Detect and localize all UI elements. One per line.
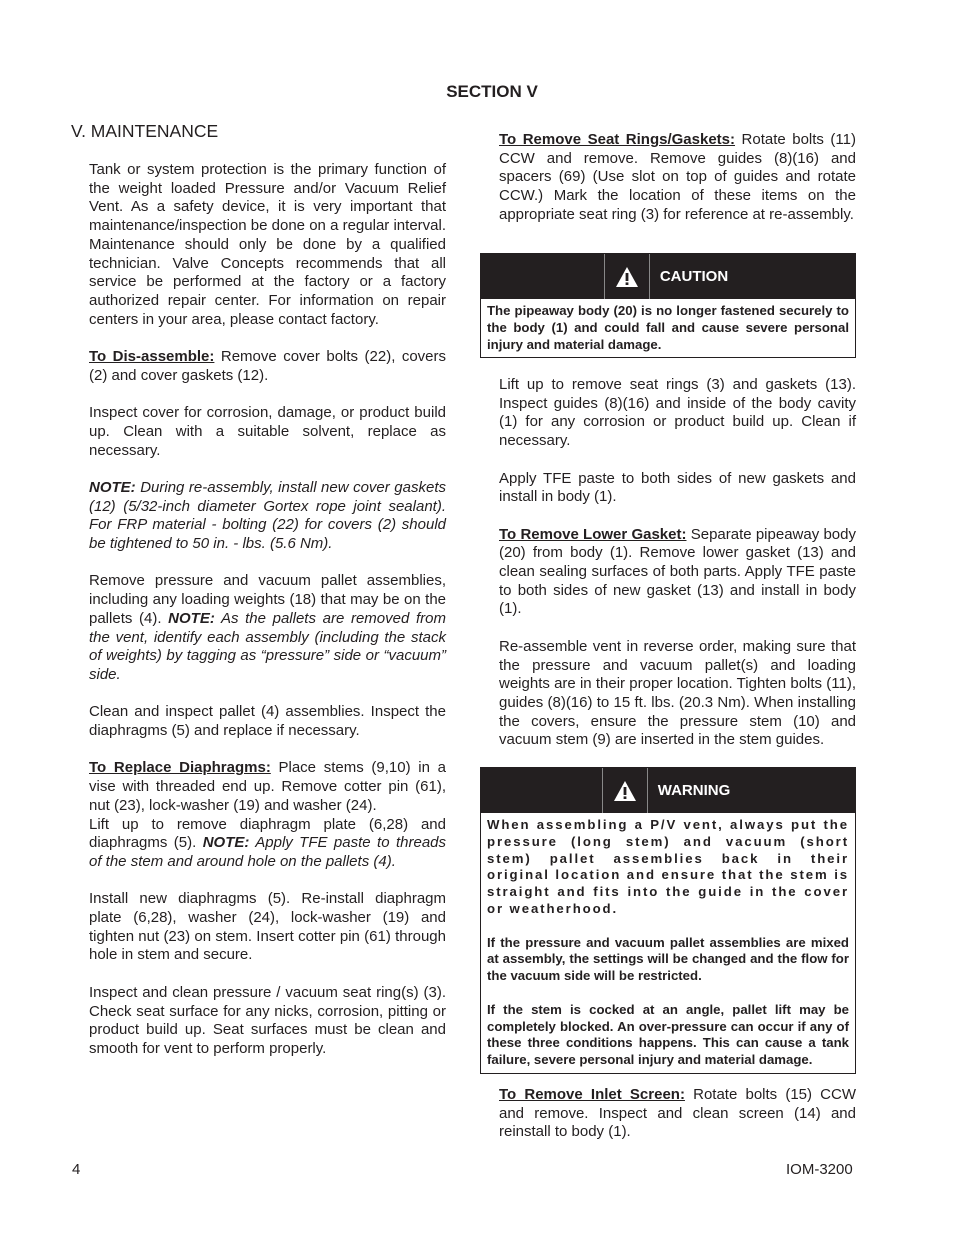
- remove-seat-rings-paragraph: [499, 131, 856, 225]
- lift-diaphragm-paragraph: [89, 816, 446, 872]
- replace-diaphragms-lead: To Replace Diaphragms:: [89, 759, 271, 777]
- remove-pallets-text: Remove pressure and vacuum pallet assemblies, including any loading weights (18) that may be on the pallets (4).: [89, 572, 446, 627]
- right-column-top: [499, 131, 856, 225]
- reassemble-paragraph: Re-assemble vent in reverse order, making sure that the pressure and vacuum pallet(s) and loading weights are in their proper location. Tighten bolts (11), guides (8)(16) to 15 ft. lbs. (20.3 Nm). When installing the covers, ensure the pressure stem (10) and vacuum stem (9) are inserted in the stem guides.: [499, 637, 856, 749]
- caution-label: CAUTION: [659, 268, 729, 285]
- note-label: NOTE:: [168, 609, 215, 627]
- disassemble-text: Remove cover bolts (22), covers (2) and cover gaskets (12).: [89, 348, 447, 384]
- right-column-bottom: [499, 1086, 856, 1142]
- disassemble-lead: To Dis-assemble:: [89, 348, 215, 366]
- gasket-note-paragraph: [89, 479, 446, 554]
- remove-pallets-paragraph: [89, 572, 446, 684]
- page-number: 4: [72, 1161, 81, 1178]
- warning-label: WARNING: [657, 782, 731, 799]
- remove-inlet-screen-lead: To Remove Inlet Screen:: [499, 1086, 685, 1103]
- disassemble-paragraph: [89, 348, 446, 385]
- lift-seat-rings-paragraph: Lift up to remove seat rings (3) and gaskets (13). Inspect guides (8)(16) and inside of the body cavity (1) for any corrosion or product build up. Clean if necessary.: [499, 376, 856, 450]
- warning-text-1: When assembling a P/V vent, always put the pressure (long stem) and vacuum (short stem) pallet assemblies back in their original location and ensure that the stem is straight and fits into the guide in the cover or weatherhood.: [487, 817, 849, 916]
- warning-triangle-icon: [602, 768, 648, 813]
- remove-seat-rings-text: Rotate bolts (11) CCW and remove. Remove guides (8)(16) and spacers (69) (Use slot on top of guides and rotate CCW.) Mark the location of these items on the appropriate seat ring (3) for reference at re-assembly.: [499, 131, 856, 223]
- right-column-middle: [499, 376, 856, 750]
- warning-body: [481, 813, 855, 1073]
- remove-seat-rings-lead: To Remove Seat Rings/Gaskets:: [499, 131, 736, 148]
- caution-text: The pipeaway body (20) is no longer fastened securely to the body (1) and could fall and cause severe personal injury and material damage.: [487, 303, 849, 352]
- lift-diaphragm-text: Lift up to remove diaphragm plate (6,28) and diaphragms (5).: [89, 815, 446, 852]
- note-text: As the pallets are removed from the vent, identify each assembly (including the stack of weights) by tagging as “pressure” side or “vacuum” side.: [89, 609, 446, 683]
- note-text: During re-assembly, install new cover gaskets (12) (5/32-inch diameter Gortex rope joint sealant). For FRP material - bolting (22) for covers (2) should be tightened to 50 in. - lbs. (5.6 Nm).: [89, 478, 446, 553]
- warning-text-2: If the pressure and vacuum pallet assemblies are mixed at assembly, the settings will be changed and the flow for the vacuum side will be restricted.: [487, 934, 849, 984]
- note-text: Apply TFE paste to threads of the stem and around hole on the pallets (4).: [89, 834, 446, 870]
- remove-lower-gasket-paragraph: [499, 526, 856, 620]
- caution-header: [481, 254, 855, 299]
- document-id: IOM-3200: [786, 1161, 853, 1178]
- remove-lower-gasket-lead: To Remove Lower Gasket:: [499, 525, 687, 543]
- remove-inlet-screen-text: Rotate bolts (15) CCW and remove. Inspect and clean screen (14) and reinstall to body (1).: [499, 1086, 857, 1141]
- warning-text-3: If the stem is cocked at an angle, pallet lift may be completely blocked. An over-pressure can occur if any of these three conditions happens. This can cause a tank failure, severe personal injury and material damage.: [487, 1001, 849, 1068]
- section-title: SECTION V: [446, 82, 538, 101]
- apply-tfe-paragraph: Apply TFE paste to both sides of new gaskets and install in body (1).: [499, 469, 856, 506]
- note-label: NOTE:: [202, 834, 250, 852]
- caution-box: [480, 253, 856, 358]
- clean-pallets-paragraph: Clean and inspect pallet (4) assemblies. Inspect the diaphragms (5) and replace if necessary.: [89, 703, 446, 740]
- maintenance-heading: V. MAINTENANCE: [71, 121, 219, 141]
- replace-diaphragms-paragraph: [89, 759, 446, 815]
- install-diaphragms-paragraph: Install new diaphragms (5). Re-install diaphragm plate (6,28), washer (24), lock-washer (19) and tighten nut (23) on stem. Insert cotter pin (61) through hole in stem and secure.: [89, 890, 446, 964]
- replace-diaphragms-text: Place stems (9,10) in a vise with threaded end up. Remove cotter pin (61), nut (23), lock-washer (19) and washer (24).: [89, 759, 446, 814]
- note-label: NOTE:: [89, 478, 136, 496]
- warning-header: [481, 768, 855, 813]
- warning-triangle-icon: [604, 254, 650, 299]
- intro-paragraph: Tank or system protection is the primary function of the weight loaded Pressure and/or Vacuum Relief Vent. As a safety device, it is very important that maintenance/inspection be done on a regular interval. Maintenance should only be done by a qualified technician. Valve Concepts recommends that all service be performed at the factory or a factory authorized repair center. For information on repair centers in your area, please contact factory.: [89, 161, 446, 328]
- inspect-seat-paragraph: Inspect and clean pressure / vacuum seat ring(s) (3). Check seat surface for any nicks, corrosion, pitting or product build up. Seat surfaces must be clean and smooth for vent to perform properly.: [89, 983, 446, 1057]
- remove-lower-gasket-text: Separate pipeaway body (20) from body (1). Remove lower gasket (13) and clean sealing surfaces of both parts. Apply TFE paste to both sides of new gasket (13) and install in body (1).: [499, 525, 856, 618]
- remove-inlet-screen-paragraph: [499, 1086, 856, 1142]
- warning-box: [480, 767, 856, 1074]
- inspect-cover-paragraph: Inspect cover for corrosion, damage, or product build up. Clean with a suitable solvent, replace as necessary.: [89, 404, 446, 459]
- left-column: [89, 161, 446, 1077]
